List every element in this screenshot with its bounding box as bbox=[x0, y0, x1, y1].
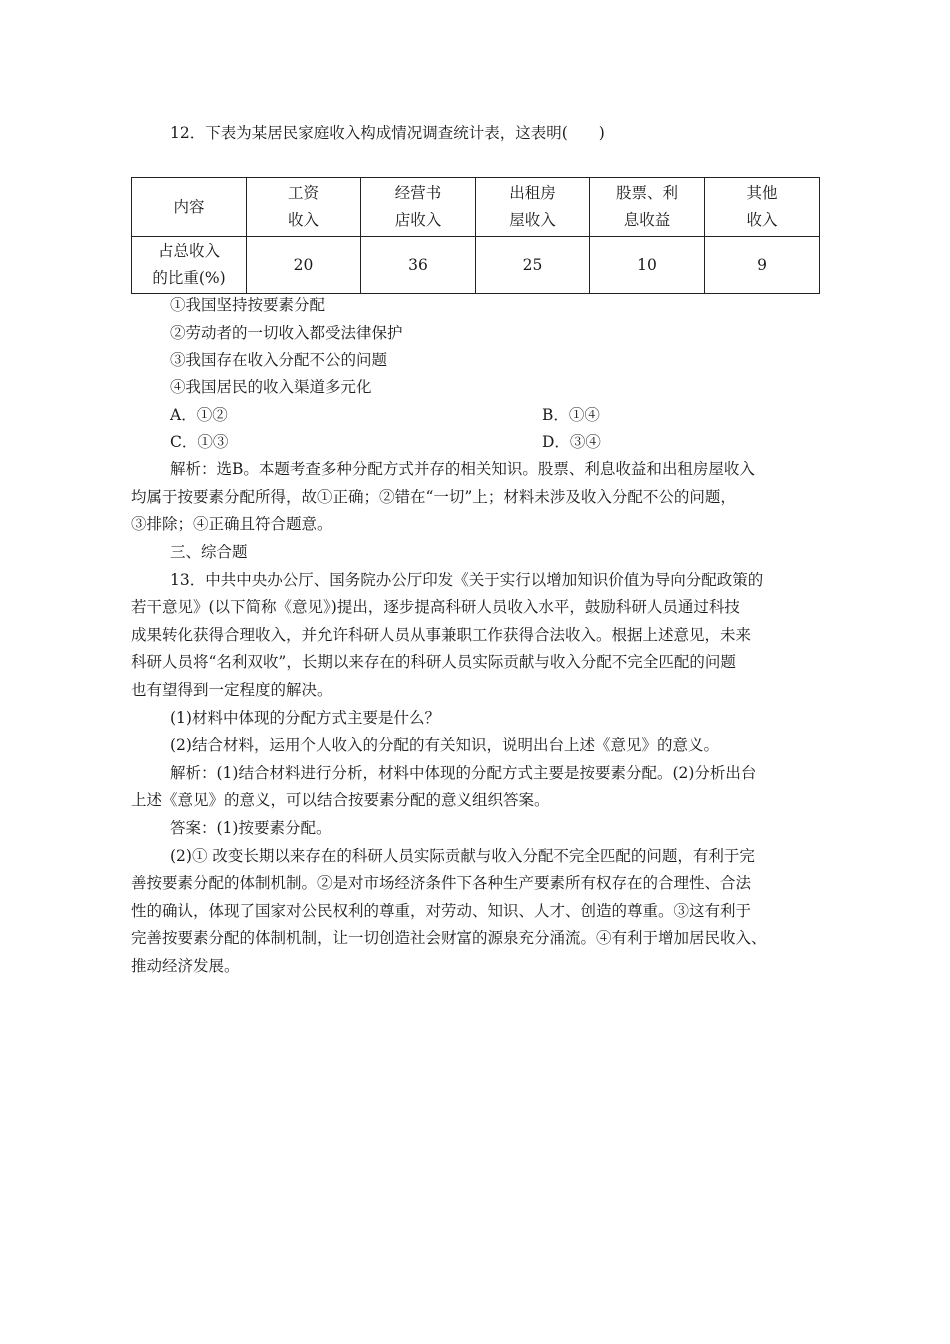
answer-13-1: 答案：(1)按要素分配。 bbox=[170, 819, 332, 837]
question-13-2: (2)结合材料，运用个人收入的分配的有关知识，说明出台上述《意见》的意义。 bbox=[170, 736, 719, 754]
table-header-cell: 经营书 店收入 bbox=[361, 178, 476, 237]
question-13-1: (1)材料中体现的分配方式主要是什么？ bbox=[170, 709, 440, 727]
answer-13-2-line: (2)① 改变长期以来存在的科研人员实际贡献与收入分配不完全匹配的问题，有利于完 bbox=[170, 847, 755, 865]
analysis-12-line: ③排除；④正确且符合题意。 bbox=[131, 515, 333, 533]
answer-13-2-line: 完善按要素分配的体制机制，让一切创造社会财富的源泉充分涌流。④有利于增加居民收入、 bbox=[131, 929, 767, 947]
option-b: B．①④ bbox=[542, 406, 600, 424]
statement-3: ③我国存在收入分配不公的问题 bbox=[170, 351, 388, 369]
material-13-line: 成果转化获得合理收入，并允许科研人员从事兼职工作获得合法收入。根据上述意见，未来 bbox=[131, 626, 752, 644]
statement-1: ①我国坚持按要素分配 bbox=[170, 296, 326, 314]
table-header-cell: 工资 收入 bbox=[247, 178, 361, 237]
statement-4: ④我国居民的收入渠道多元化 bbox=[170, 378, 372, 396]
answer-13-2-line: 善按要素分配的体制机制。②是对市场经济条件下各种生产要素所有权存在的合理性、合法 bbox=[131, 874, 752, 892]
table-header-cell: 其他 收入 bbox=[705, 178, 820, 237]
table-header-cell: 出租房 屋收入 bbox=[476, 178, 590, 237]
material-13-line: 科研人员将“名利双收”，长期以来存在的科研人员实际贡献与收入分配不完全匹配的问题 bbox=[131, 653, 736, 671]
table-row-label: 占总收入 的比重(%) bbox=[132, 237, 247, 294]
statement-2: ②劳动者的一切收入都受法律保护 bbox=[170, 324, 403, 342]
table-cell: 20 bbox=[247, 237, 361, 294]
analysis-13-line: 解析：(1)结合材料进行分析，材料中体现的分配方式主要是按要素分配。(2)分析出台 bbox=[170, 764, 757, 782]
table-cell: 9 bbox=[705, 237, 820, 294]
material-13-line: 13．中共中央办公厅、国务院办公厅印发《关于实行以增加知识价值为导向分配政策的 bbox=[170, 571, 764, 589]
material-13-line: 也有望得到一定程度的解决。 bbox=[131, 681, 333, 699]
table-cell: 36 bbox=[361, 237, 476, 294]
analysis-12-line: 解析：选B。本题考查多种分配方式并存的相关知识。股票、利息收益和出租房屋收入 bbox=[170, 460, 755, 478]
option-a: A．①② bbox=[170, 406, 228, 424]
answer-13-2-line: 性的确认，体现了国家对公民权利的尊重，对劳动、知识、人才、创造的尊重。③这有利于 bbox=[131, 902, 752, 920]
material-13-line: 若干意见》(以下简称《意见》)提出，逐步提高科研人员收入水平，鼓励科研人员通过科技 bbox=[131, 598, 740, 616]
table-row bbox=[132, 237, 820, 294]
analysis-12-line: 均属于按要素分配所得，故①正确；②错在“一切”上；材料未涉及收入分配不公的问题， bbox=[131, 488, 736, 506]
analysis-13-line: 上述《意见》的意义，可以结合按要素分配的意义组织答案。 bbox=[131, 791, 550, 809]
income-table bbox=[131, 177, 820, 294]
table-cell: 25 bbox=[476, 237, 590, 294]
table-header-cell: 内容 bbox=[132, 178, 247, 237]
question-12-stem: 12．下表为某居民家庭收入构成情况调查统计表，这表明( ) bbox=[170, 124, 605, 142]
option-d: D．③④ bbox=[542, 433, 601, 451]
table-header-row bbox=[132, 178, 820, 237]
option-c: C．①③ bbox=[170, 433, 229, 451]
table-header-cell: 股票、利 息收益 bbox=[590, 178, 705, 237]
answer-13-2-line: 推动经济发展。 bbox=[131, 957, 240, 975]
table-cell: 10 bbox=[590, 237, 705, 294]
section-title: 三、综合题 bbox=[170, 543, 248, 561]
